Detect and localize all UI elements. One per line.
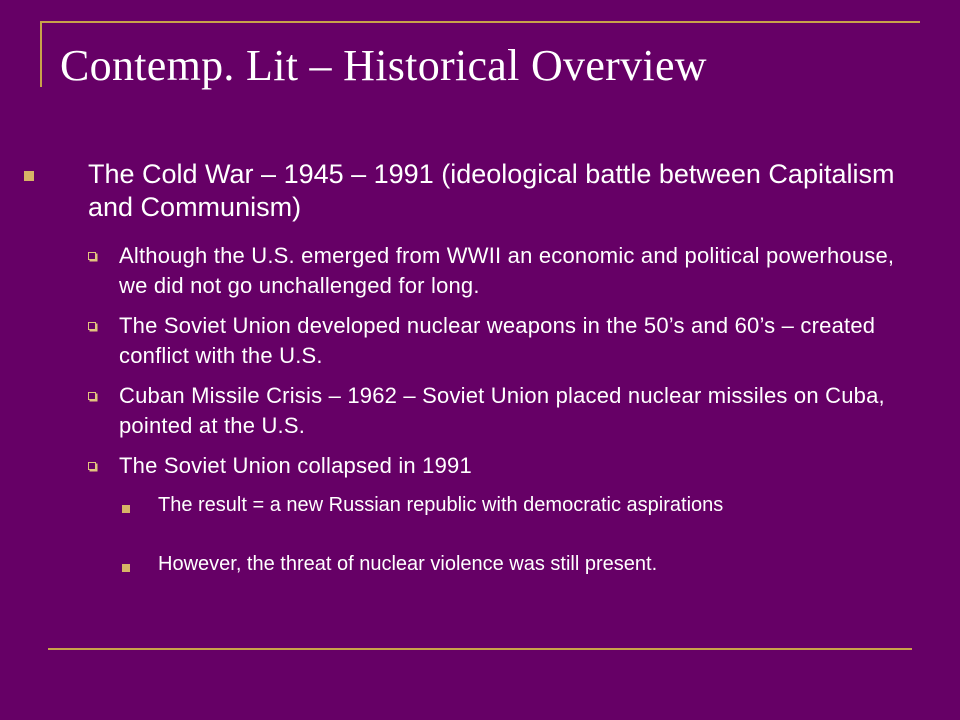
top-vertical-rule (40, 21, 42, 87)
bullet-text: The Soviet Union developed nuclear weapons in the 50’s and 60’s – created conflict with the U.S. (119, 313, 876, 368)
square-bullet-icon (122, 505, 130, 513)
square-bullet-icon (122, 564, 130, 572)
square-bullet-icon (24, 171, 34, 181)
bullet-text: Although the U.S. emerged from WWII an economic and political powerhouse, we did not go unchallenged for long. (119, 243, 895, 298)
top-horizontal-rule (40, 21, 920, 23)
hollow-square-bullet-icon (88, 252, 96, 260)
bullet-text: The Cold War – 1945 – 1991 (ideological battle between Capitalism and Communism) (88, 159, 895, 222)
slide-title: Contemp. Lit – Historical Overview (60, 41, 707, 90)
hollow-square-bullet-icon (88, 462, 96, 470)
bullet-text: Cuban Missile Crisis – 1962 – Soviet Union placed nuclear missiles on Cuba, pointed at the U.S. (119, 383, 885, 438)
bullet-text: The result = a new Russian republic with democratic aspirations (158, 494, 724, 516)
bullet-text: However, the threat of nuclear violence was still present. (158, 553, 658, 575)
bullet-text: The Soviet Union collapsed in 1991 (119, 453, 472, 478)
hollow-square-bullet-icon (88, 322, 96, 330)
hollow-square-bullet-icon (88, 392, 96, 400)
bottom-horizontal-rule (48, 648, 912, 650)
